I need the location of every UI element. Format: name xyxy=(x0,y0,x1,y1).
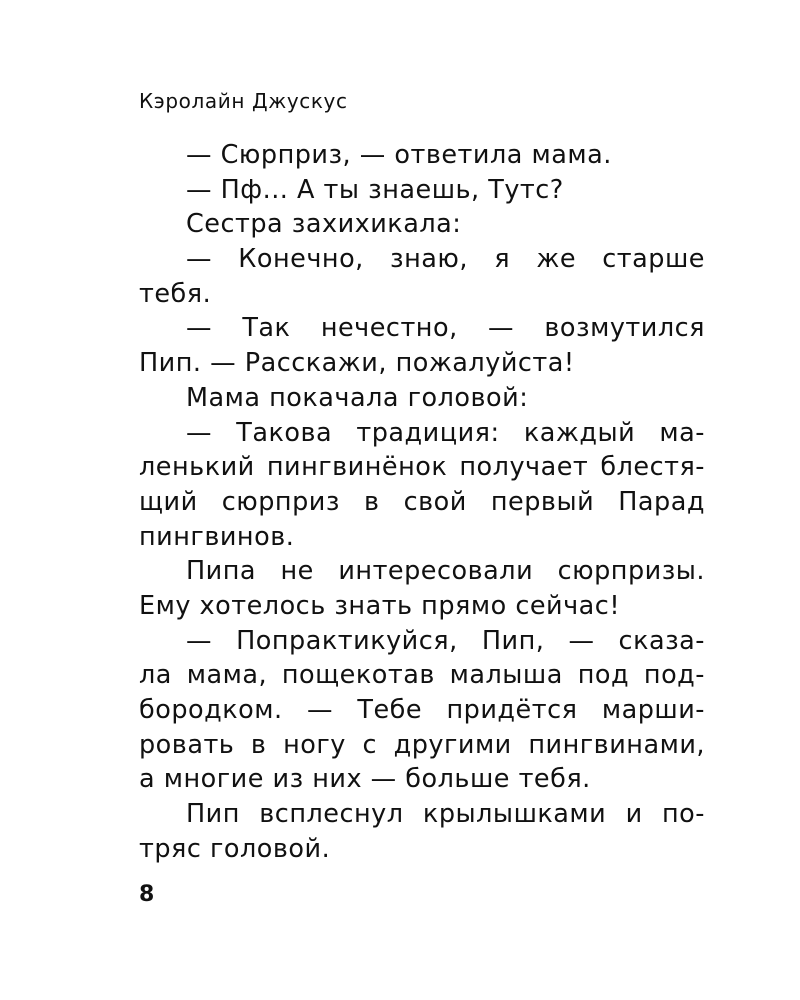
text-line: — Сюрприз, — ответила мама. xyxy=(186,140,612,170)
text-line: Пип всплеснул крылышками и по- xyxy=(186,799,705,830)
text-line: Мама покачала головой: xyxy=(186,382,529,413)
page-number: 8 xyxy=(139,882,155,907)
text-line: — Пф... А ты знаешь, Тутс? xyxy=(186,174,564,205)
text-line: Ему хотелось знать прямо сейчас! xyxy=(139,590,621,621)
text-line: — Так нечестно, — возмутился xyxy=(186,313,705,344)
text-line: — Такова традиция: каждый ма- xyxy=(186,417,705,448)
text-line: — Попрактикуйся, Пип, — сказа- xyxy=(186,625,705,656)
text-line: Пип. — Расскажи, пожалуйста! xyxy=(139,348,575,379)
running-header-author: Кэролайн Джускус xyxy=(139,89,348,113)
text-line: — Конечно, знаю, я же старше xyxy=(186,244,705,275)
text-line: ленький пингвинёнок получает блестя- xyxy=(139,452,705,483)
text-line: тебя. xyxy=(139,278,212,309)
text-line: пингвинов. xyxy=(139,521,295,552)
text-line: Пипа не интересовали сюрпризы. xyxy=(186,556,705,587)
text-line: ла мама, пощекотав малыша под под- xyxy=(139,660,705,691)
text-line: а многие из них — больше тебя. xyxy=(139,764,591,795)
text-line: бородком. — Тебе придётся марши- xyxy=(139,695,705,725)
body-text xyxy=(139,138,705,866)
text-line: тряс головой. xyxy=(139,833,331,864)
text-line: щий сюрприз в свой первый Парад xyxy=(139,486,705,517)
text-line: ровать в ногу с другими пингвинами, xyxy=(139,729,705,760)
text-line: Сестра захихикала: xyxy=(186,209,462,240)
